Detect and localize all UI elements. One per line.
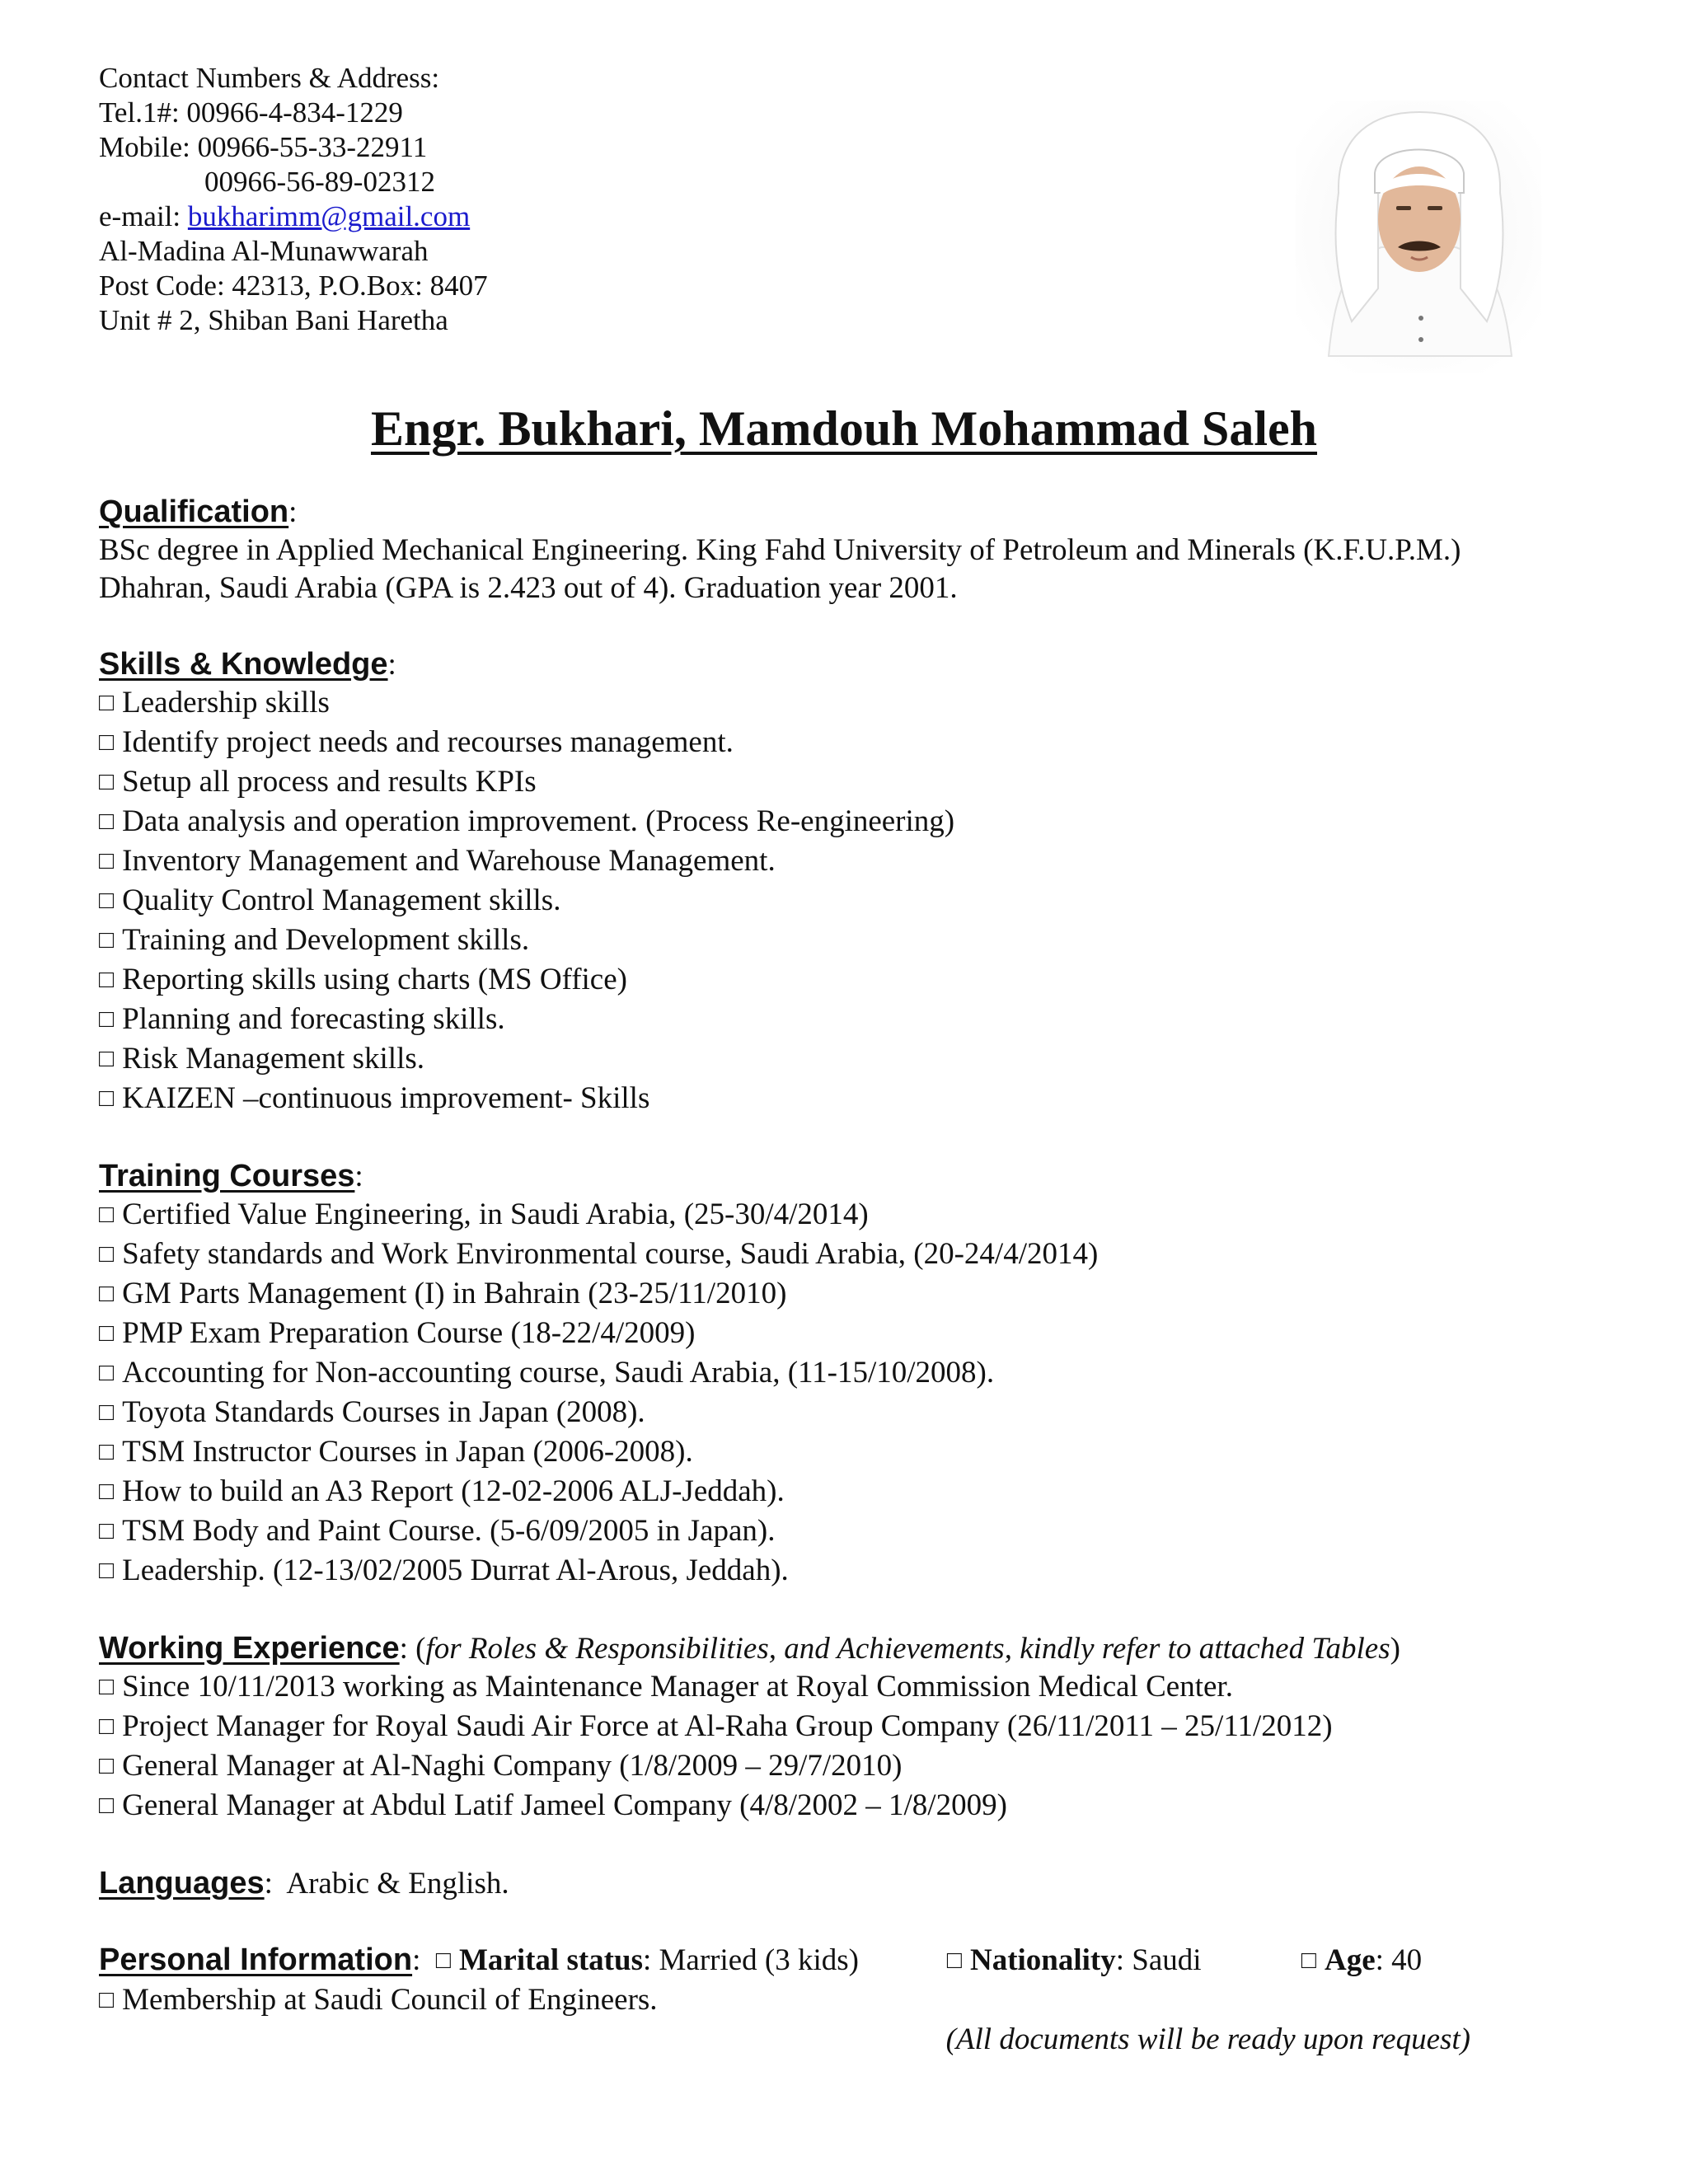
- skill-item: □ Training and Development skills.: [99, 921, 1632, 961]
- candidate-name: Engr. Bukhari, Mamdouh Mohammad Saleh: [370, 401, 1318, 456]
- experience-heading: Working Experience: [99, 1631, 400, 1666]
- training-item: □ PMP Exam Preparation Course (18-22/4/2009): [99, 1315, 1632, 1354]
- documents-note: (All documents will be ready upon request): [945, 2022, 1470, 2056]
- training-item: □ Accounting for Non-accounting course, Saudi Arabia, (11-15/10/2008).: [99, 1354, 1632, 1394]
- training-item: □ Toyota Standards Courses in Japan (2008).: [99, 1394, 1632, 1433]
- email-label: e-mail:: [99, 200, 188, 232]
- training-item: □ TSM Instructor Courses in Japan (2006-2008).: [99, 1433, 1632, 1473]
- personal-heading: Personal Information: [99, 1943, 413, 1977]
- contact-heading: Contact Numbers & Address:: [99, 62, 440, 94]
- personal-section: Personal Information: □ Marital status: Married (3 kids)□ Nationality: Saudi□ Age: 40 □ Membership at Saudi Council of Engineers. (All documents will be ready upon request): [99, 1941, 1632, 2059]
- nationality: □ Nationality: Saudi: [947, 1942, 1301, 1981]
- training-item: □ How to build an A3 Report (12-02-2006 ALJ-Jeddah).: [99, 1473, 1632, 1512]
- qualification-line: BSc degree in Applied Mechanical Engineering. King Fahd University of Petroleum and Minerals (K.F.U.P.M.): [99, 533, 1461, 567]
- experience-item: □ General Manager at Al-Naghi Company (1/8/2009 – 29/7/2010): [99, 1747, 1632, 1787]
- contact-mobile: Mobile: 00966-55-33-22911: [99, 131, 428, 163]
- skill-item: □ Leadership skills: [99, 684, 1632, 724]
- languages-section: Languages: Arabic & English.: [99, 1866, 509, 1900]
- resume-body: [99, 493, 1632, 2059]
- skill-item: □ Data analysis and operation improvement. (Process Re-engineering): [99, 803, 1632, 842]
- contact-tel: Tel.1#: 00966-4-834-1229: [99, 96, 403, 129]
- profile-photo: [1296, 101, 1541, 373]
- training-section: Training Courses: □ Certified Value Engineering, in Saudi Arabia, (25-30/4/2014) □ Safety standards and Work Environmental course, Saudi Arabia, (20-24/4/2014) □ GM Parts Management (I) in Bahrain (23-25/11/2010) □ PMP Exam Preparation Course (18-22/4/2009) □ Accounting for Non-accounting course, Saudi Arabia, (11-15/10/2008). □ Toyota Standards Courses in Japan (2008). □ TSM Instructor Courses in Japan (2006-2008). □ How to build an A3 Report (12-02-2006 ALJ-Jeddah). □ TSM Body and Paint Course. (5-6/09/2005 in Japan). □ Leadership. (12-13/02/2005 Durrat Al-Arous, Jeddah).: [99, 1157, 1632, 1591]
- training-item: □ Safety standards and Work Environmental course, Saudi Arabia, (20-24/4/2014): [99, 1235, 1632, 1275]
- skills-heading: Skills & Knowledge: [99, 647, 388, 682]
- skill-item: □ Inventory Management and Warehouse Management.: [99, 842, 1632, 882]
- contact-email-line: [99, 199, 488, 234]
- contact-block: [99, 61, 488, 338]
- experience-note: for Roles & Responsibilities, and Achievements, kindly refer to attached Tables: [425, 1632, 1390, 1666]
- skill-item: □ Reporting skills using charts (MS Office): [99, 961, 1632, 1001]
- skill-item: □ Quality Control Management skills.: [99, 882, 1632, 921]
- skill-item: □ Risk Management skills.: [99, 1040, 1632, 1080]
- email-link[interactable]: bukharimm@gmail.com: [187, 200, 471, 232]
- skill-item: □ Planning and forecasting skills.: [99, 1001, 1632, 1040]
- skill-item: □ Setup all process and results KPIs: [99, 763, 1632, 803]
- training-item: □ Leadership. (12-13/02/2005 Durrat Al-Arous, Jeddah).: [99, 1552, 1632, 1591]
- experience-section: Working Experience: (for Roles & Responsibilities, and Achievements, kindly refer to attached Tables) □ Since 10/11/2013 working as Maintenance Manager at Royal Commission Medical Center. □ Project Manager for Royal Saudi Air Force at Al-Raha Group Company (26/11/2011 – 25/11/2012) □ General Manager at Al-Naghi Company (1/8/2009 – 29/7/2010) □ General Manager at Abdul Latif Jameel Company (4/8/2002 – 1/8/2009): [99, 1629, 1632, 1826]
- skill-item: □ KAIZEN –continuous improvement- Skills: [99, 1080, 1632, 1119]
- qualification-heading: Qualification: [99, 494, 289, 529]
- skills-section: Skills & Knowledge: □ Leadership skills □ Identify project needs and recourses management. □ Setup all process and results KPIs □ Data analysis and operation improvement. (Process Re-engineering) □ Inventory Management and Warehouse Management. □ Quality Control Management skills. □ Training and Development skills. □ Reporting skills using charts (MS Office) □ Planning and forecasting skills. □ Risk Management skills. □ KAIZEN –continuous improvement- Skills: [99, 645, 1632, 1119]
- contact-unit: Unit # 2, Shiban Bani Haretha: [99, 304, 448, 336]
- contact-mobile-2: 00966-56-89-02312: [204, 166, 435, 198]
- membership: □ Membership at Saudi Council of Engineers.: [99, 1981, 1632, 2021]
- contact-city: Al-Madina Al-Munawwarah: [99, 235, 429, 267]
- languages-value: Arabic & English.: [286, 1867, 509, 1900]
- training-item: □ GM Parts Management (I) in Bahrain (23-25/11/2010): [99, 1275, 1632, 1315]
- qualification-section: Qualification: BSc degree in Applied Mechanical Engineering. King Fahd University of Petroleum and Minerals (K.F.U.P.M.) Dhahran, Saudi Arabia (GPA is 2.423 out of 4). Graduation year 2001.: [99, 493, 1632, 607]
- skill-item: □ Identify project needs and recourses management.: [99, 724, 1632, 763]
- contact-post: Post Code: 42313, P.O.Box: 8407: [99, 269, 488, 302]
- experience-item: □ Since 10/11/2013 working as Maintenance Manager at Royal Commission Medical Center.: [99, 1668, 1632, 1708]
- training-item: □ TSM Body and Paint Course. (5-6/09/2005 in Japan).: [99, 1512, 1632, 1552]
- marital-status: □ Marital status: Married (3 kids): [436, 1942, 947, 1981]
- experience-item: □ Project Manager for Royal Saudi Air Force at Al-Raha Group Company (26/11/2011 – 25/11/2012): [99, 1708, 1632, 1747]
- languages-heading: Languages: [99, 1866, 265, 1900]
- qualification-line: Dhahran, Saudi Arabia (GPA is 2.423 out of 4). Graduation year 2001.: [99, 571, 958, 605]
- training-item: □ Certified Value Engineering, in Saudi Arabia, (25-30/4/2014): [99, 1196, 1632, 1235]
- experience-item: □ General Manager at Abdul Latif Jameel Company (4/8/2002 – 1/8/2009): [99, 1787, 1632, 1826]
- training-heading: Training Courses: [99, 1159, 355, 1193]
- age: □ Age: 40: [1301, 1942, 1422, 1981]
